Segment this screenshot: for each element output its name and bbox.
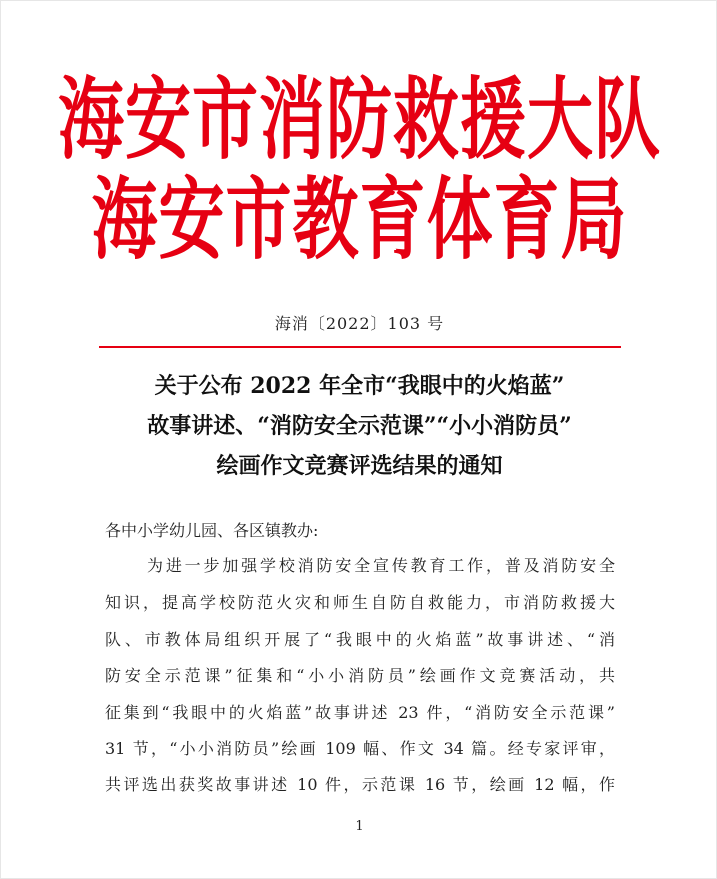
issuer-heading-education-bureau: 海安市教育体育局 <box>91 168 628 273</box>
page-number: 1 <box>355 819 364 834</box>
body-text-line: 征集到“我眼中的火焰蓝”故事讲述 23 件，“消防安全示范课” <box>105 703 615 722</box>
notice-title-line-1: 关于公布 2022 年全市“我眼中的火焰蓝” <box>154 373 565 399</box>
notice-title-line-2: 故事讲述、“消防安全示范课”“小小消防员” <box>147 413 572 439</box>
red-divider-line <box>99 346 621 348</box>
body-text-line: 31 节，“小小消防员”绘画 109 幅、作文 34 篇。经专家评审， <box>105 739 615 758</box>
body-text-line: 为进一步加强学校消防安全宣传教育工作，普及消防安全 <box>147 556 615 575</box>
body-text-line: 防安全示范课”征集和“小小消防员”绘画作文竞赛活动，共 <box>105 666 615 685</box>
salutation: 各中小学幼儿园、各区镇教办: <box>105 521 319 540</box>
notice-title-line-3: 绘画作文竞赛评选结果的通知 <box>216 453 503 479</box>
body-text-line: 共评选出获奖故事讲述 10 件，示范课 16 节，绘画 12 幅，作 <box>105 775 615 794</box>
document-number: 海消〔2022〕103 号 <box>274 314 445 333</box>
body-text-line: 队、市教体局组织开展了“我眼中的火焰蓝”故事讲述、“消 <box>105 630 615 649</box>
issuer-heading-fire-brigade: 海安市消防救援大队 <box>58 68 661 173</box>
body-text-line: 知识，提高学校防范火灾和师生自防自救能力，市消防救援大 <box>105 593 615 612</box>
